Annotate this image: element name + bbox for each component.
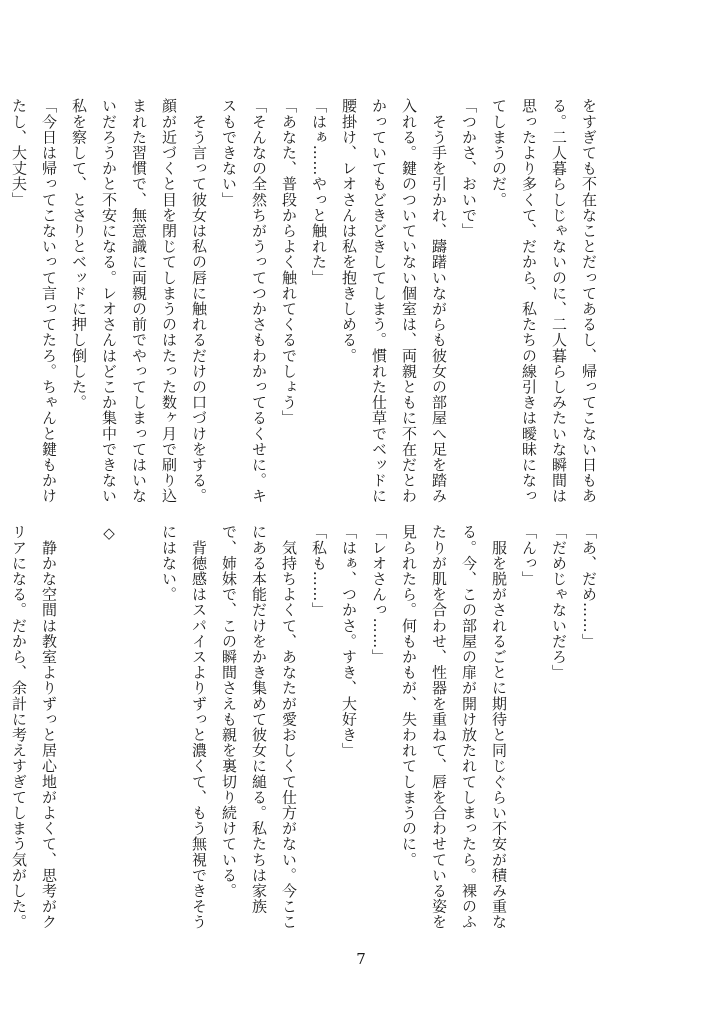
text-line: にはない。: [160, 524, 178, 602]
text-line: 服を脱がされるごとに期待と同じぐらい不安が積み重な: [490, 524, 508, 930]
text-line: 見られたら。何もかもが、失われてしまうのに。: [400, 524, 418, 868]
text-line: をすぎても不在なことだってあるし、帰ってこない日もあ: [580, 98, 598, 504]
text-line: [64, 524, 94, 924]
text-line: [0, 98, 4, 498]
text-line: てしまうのだ。: [490, 98, 508, 208]
text-line: 「今日は帰ってこないって言ってたろ。ちゃんと鍵もかけ: [40, 98, 58, 504]
text-line: 「だめじゃないだろ」: [550, 524, 568, 680]
text-line: 「そんなの全然ちがうってつかさもわかってるくせに。キ: [250, 98, 268, 504]
text-line: いだろうかと不安になる。レオさんはどこか集中できない: [100, 98, 118, 504]
text-line: そう手を引かれ、躊躇いながらも彼女の部屋へ足を踏み: [430, 98, 448, 504]
text-line: 顔が近づくと目を閉じてしまうのはたった数ヶ月で刷り込: [160, 98, 178, 504]
text-line: 「あ、だめ……」: [580, 524, 598, 649]
text-line: まれた習慣で、無意識に両親の前でやってしまってはいな: [130, 98, 148, 504]
text-line: にある本能だけをかき集めて彼女に縋る。私たちは家族: [250, 524, 268, 914]
text-line: 背徳感はスパイスよりずっと濃くて、もう無視できそう: [190, 524, 208, 930]
text-line: 私を察して、とさりとベッドに押し倒した。: [70, 98, 88, 410]
text-line: 「はぁ……やっと触れた」: [310, 98, 328, 286]
text-line: リアになる。だから、余計に考えすぎてしまう気がした。: [10, 524, 28, 930]
text-line: 思ったより多くて、だから、私たちの線引きは曖昧になっ: [520, 98, 538, 504]
text-line: る。二人暮らしじゃないのに、二人暮らしみたいな瞬間は: [550, 98, 568, 504]
text-line: [0, 524, 4, 924]
text-line: 「つかさ、おいで」: [460, 98, 478, 239]
text-line: [124, 524, 154, 924]
text-line: 「私も……」: [310, 524, 328, 618]
text-line: 腰掛け、レオさんは私を抱きしめる。: [340, 98, 358, 364]
text-line: たし、大丈夫」: [10, 98, 28, 208]
text-line: ◇: [100, 524, 118, 543]
text-line: そう言って彼女は私の唇に触れるだけの口づけをする。: [190, 98, 208, 504]
page-number: 7: [356, 950, 366, 968]
text-line: 静かな空間は教室よりずっと居心地がよくて、思考がク: [40, 524, 58, 930]
text-line: 「あなた、普段からよく触れてくるでしょう」: [280, 98, 298, 426]
text-line: たりが肌を合わせ、性器を重ねて、唇を合わせている姿を: [430, 524, 448, 930]
text-line: で、姉妹で、この瞬間さえも親を裏切り続けている。: [220, 524, 238, 899]
text-line: 「んっ」: [520, 524, 538, 587]
text-line: スもできない」: [220, 98, 238, 208]
text-line: 「はぁ、つかさ。すき、大好き」: [340, 524, 358, 758]
text-line: る。今、この部屋の扉が開け放たれてしまったら。裸のふ: [460, 524, 478, 930]
text-line: 入れる。鍵のついていない個室は、両親ともに不在だとわ: [400, 98, 418, 504]
upper-text-block: [10, 98, 604, 504]
text-line: 気持ちよくて、あなたが愛おしくて仕方がない。今ここ: [280, 524, 298, 930]
text-line: かっていてもどきどきしてしまう。慣れた仕草でベッドに: [370, 98, 388, 504]
lower-text-block: [10, 524, 604, 930]
text-line: 「レオさんっ……」: [370, 524, 388, 665]
